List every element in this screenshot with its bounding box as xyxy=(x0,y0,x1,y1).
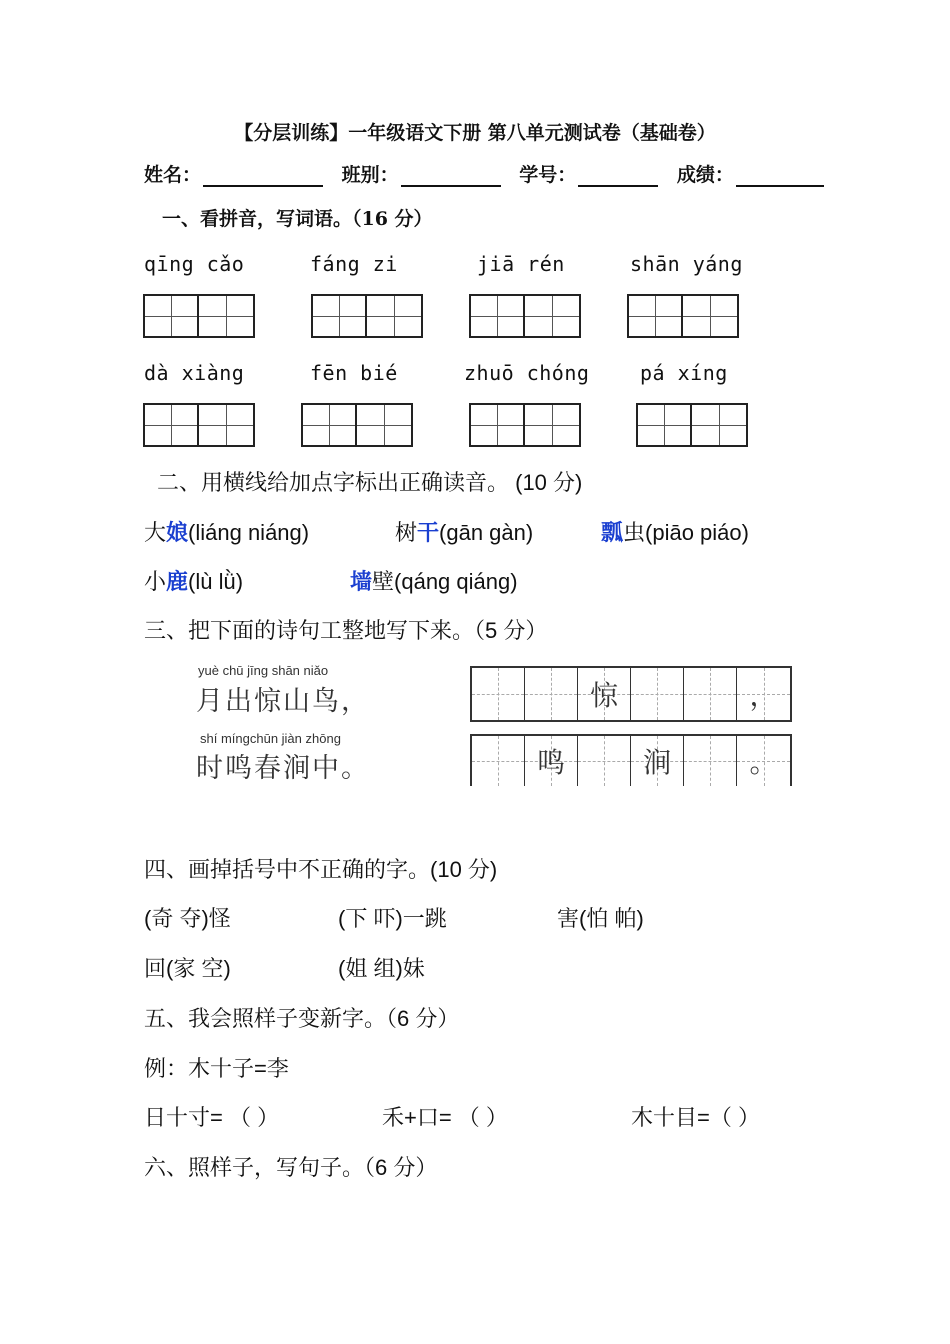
dotted-char: 瓢 xyxy=(601,520,624,545)
pinyin-options[interactable]: 壁(qáng qiáng) xyxy=(372,569,518,594)
poem-pinyin: shí míngchūn jiàn zhōng xyxy=(200,731,341,746)
item-text: 树 xyxy=(395,520,418,545)
pinyin-label: fáng zi xyxy=(310,252,398,276)
tianzige-box[interactable] xyxy=(311,294,423,338)
writing-cell[interactable] xyxy=(631,668,684,720)
pinyin-options[interactable]: (liáng niáng) xyxy=(188,520,310,545)
grid-cell[interactable] xyxy=(638,405,692,445)
writing-cell[interactable] xyxy=(684,668,737,720)
section4-heading: 四、画掉括号中不正确的字。(10 分) xyxy=(144,857,498,882)
tianzige-box[interactable] xyxy=(627,294,739,338)
tianzige-box[interactable] xyxy=(301,403,413,447)
pinyin-options[interactable]: 虫(piāo piáo) xyxy=(623,520,749,545)
reading-item xyxy=(601,516,749,547)
writing-cell[interactable]: 。 xyxy=(737,736,790,786)
grid-cell[interactable] xyxy=(471,296,525,336)
pinyin-label: qīng cǎo xyxy=(144,252,245,276)
section1-heading: 一、看拼音，写词语。（16 分） xyxy=(162,208,433,230)
id-blank[interactable] xyxy=(578,165,658,187)
choice-item[interactable]: (奇 夺)怪 xyxy=(144,906,231,931)
section6-heading: 六、照样子，写句子。（6 分） xyxy=(144,1155,438,1180)
choice-item[interactable]: (下 吓)一跳 xyxy=(338,906,447,931)
writing-cell[interactable] xyxy=(684,736,737,786)
pinyin-label: dà xiàng xyxy=(144,361,245,385)
grid-cell[interactable] xyxy=(145,296,199,336)
grid-cell[interactable] xyxy=(303,405,357,445)
dotted-char: 干 xyxy=(417,520,440,545)
id-label: 学号： xyxy=(519,164,577,186)
score-label: 成绩： xyxy=(676,164,734,186)
page-title: 【分层训练】一年级语文下册 第八单元测试卷（基础卷） xyxy=(234,122,716,144)
name-label: 姓名： xyxy=(144,164,202,186)
example-line: 例：木十子=李 xyxy=(144,1056,289,1081)
writing-cell[interactable]: 涧 xyxy=(631,736,684,786)
pinyin-label: jiā rén xyxy=(477,252,565,276)
pinyin-label: fēn bié xyxy=(310,361,398,385)
dotted-char: 娘 xyxy=(166,520,189,545)
writing-cell[interactable] xyxy=(525,668,578,720)
section2-heading: 二、用横线给加点字标出正确读音。 (10 分) xyxy=(157,470,583,495)
dotted-char: 墙 xyxy=(350,569,373,594)
writing-grid[interactable] xyxy=(470,666,792,722)
choice-item[interactable]: (姐 组)妹 xyxy=(338,956,425,981)
name-blank[interactable] xyxy=(203,165,323,187)
grid-cell[interactable] xyxy=(199,405,253,445)
pinyin-options[interactable]: (gān gàn) xyxy=(439,520,534,545)
grid-cell[interactable] xyxy=(199,296,253,336)
tianzige-box[interactable] xyxy=(469,403,581,447)
writing-cell[interactable]: 惊 xyxy=(578,668,631,720)
pinyin-label: zhuō chóng xyxy=(464,361,590,385)
writing-cell[interactable] xyxy=(472,736,525,786)
grid-cell[interactable] xyxy=(357,405,411,445)
pinyin-label: shān yáng xyxy=(630,252,743,276)
grid-cell[interactable] xyxy=(471,405,525,445)
class-blank[interactable] xyxy=(401,165,501,187)
grid-cell[interactable] xyxy=(525,405,579,445)
poem-line: 时鸣春涧中。 xyxy=(196,753,370,784)
poem-line: 月出惊山鸟， xyxy=(196,686,370,717)
grid-cell[interactable] xyxy=(525,296,579,336)
writing-cell[interactable] xyxy=(578,736,631,786)
reading-item xyxy=(144,565,243,596)
section5-heading: 五、我会照样子变新字。（6 分） xyxy=(144,1006,460,1031)
choice-item[interactable]: 害(怕 帕) xyxy=(557,906,644,931)
reading-item xyxy=(395,516,533,547)
class-label: 班别： xyxy=(341,164,399,186)
grid-cell[interactable] xyxy=(692,405,746,445)
compose-item[interactable]: 日十寸= （ ） xyxy=(144,1105,280,1130)
choice-item[interactable]: 回(家 空) xyxy=(144,956,231,981)
tianzige-box[interactable] xyxy=(636,403,748,447)
item-text: 大 xyxy=(144,520,167,545)
student-info-row xyxy=(144,160,836,187)
score-blank[interactable] xyxy=(736,165,824,187)
reading-item xyxy=(350,565,518,596)
pinyin-label: pá xíng xyxy=(640,361,728,385)
writing-cell[interactable]: 鸣 xyxy=(525,736,578,786)
grid-cell[interactable] xyxy=(683,296,737,336)
tianzige-box[interactable] xyxy=(143,403,255,447)
dotted-char: 鹿 xyxy=(166,569,189,594)
writing-cell[interactable]: ， xyxy=(737,668,790,720)
item-text: 小 xyxy=(144,569,167,594)
grid-cell[interactable] xyxy=(367,296,421,336)
tianzige-box[interactable] xyxy=(143,294,255,338)
compose-item[interactable]: 木十目=（ ） xyxy=(631,1105,760,1130)
grid-cell[interactable] xyxy=(629,296,683,336)
poem-pinyin: yuè chū jīng shān niǎo xyxy=(198,663,329,678)
pinyin-options[interactable]: (lù lǜ) xyxy=(188,569,244,594)
section3-heading: 三、把下面的诗句工整地写下来。（5 分） xyxy=(144,618,548,643)
writing-grid[interactable] xyxy=(470,734,792,786)
compose-item[interactable]: 禾+口= （ ） xyxy=(382,1105,508,1130)
reading-item xyxy=(144,516,309,547)
grid-cell[interactable] xyxy=(145,405,199,445)
writing-cell[interactable] xyxy=(472,668,525,720)
grid-cell[interactable] xyxy=(313,296,367,336)
tianzige-box[interactable] xyxy=(469,294,581,338)
